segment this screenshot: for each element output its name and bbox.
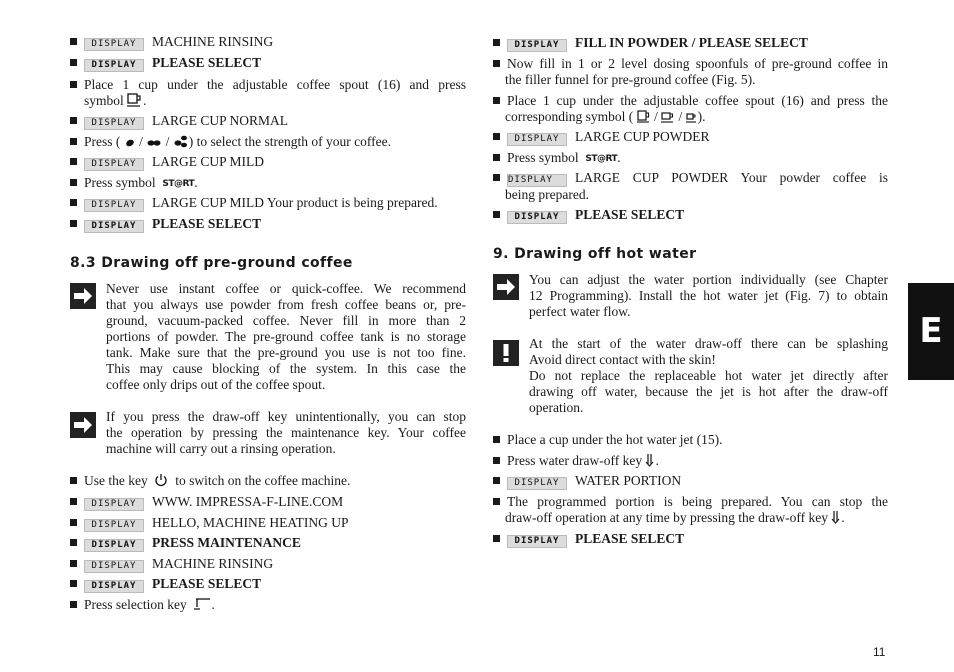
- list-item: DISPLAY PLEASE SELECT: [70, 216, 261, 233]
- display-badge: DISPLAY: [84, 560, 144, 573]
- list-item: DISPLAY PLEASE SELECT: [70, 55, 261, 72]
- list-item: DISPLAY FILL IN POWDER / PLEASE SELECT: [493, 35, 808, 52]
- list-item: Press selection key .: [70, 597, 215, 613]
- section-heading: 9. Drawing off hot water: [493, 246, 697, 262]
- list-item: DISPLAY PLEASE SELECT: [493, 531, 684, 548]
- list-item: Press ( / / ) to select the strength of your coffee.: [70, 134, 391, 150]
- large-cup-icon: [127, 93, 143, 107]
- list-item: DISPLAY MACHINE RINSING: [70, 34, 273, 51]
- list-item: DISPLAY LARGE CUP NORMAL: [70, 113, 288, 130]
- list-item: DISPLAY PLEASE SELECT: [493, 207, 684, 224]
- bean-normal-icon: [146, 138, 162, 148]
- arrow-right-icon: [70, 412, 96, 438]
- list-item: DISPLAY PRESS MAINTENANCE: [70, 535, 301, 552]
- note-text: At the start of the water draw-off there can be splashing Avoid direct contact with the skin! Do not replace the replaceable hot water jet directly after drawing off water, because the jet is hot after the draw-off operation.: [529, 336, 888, 415]
- list-item: Place 1 cup under the adjustable coffee spout (16) and press the corresponding symbol ( / / ).: [493, 93, 888, 125]
- start-icon: ST@RT: [585, 154, 618, 164]
- list-item: DISPLAY MACHINE RINSING: [70, 556, 273, 573]
- display-badge: DISPLAY: [507, 39, 567, 52]
- list-item: Place 1 cup under the adjustable coffee spout (16) and press symbol .: [70, 77, 466, 109]
- note-text: Never use instant coffee or quick-coffee. We recommend that you always use powder from fresh coffee beans or, pre- ground, vacuum-packed coffee. Never fill in more than 2 portions of powder. The pre-ground coffee tank is no storage tank. Make sure that the pre-ground you use is not too fine. This may cause blocking of the system. In this case the coffee only drips out of the coffee spout.: [106, 281, 466, 392]
- hot-water-key-icon: [831, 510, 841, 524]
- display-badge: DISPLAY: [84, 38, 144, 51]
- list-item: DISPLAY LARGE CUP POWDER: [493, 129, 710, 146]
- list-item: Use the key to switch on the coffee machine.: [70, 473, 350, 489]
- display-badge: DISPLAY: [84, 519, 144, 532]
- section-heading: 8.3 Drawing off pre-ground coffee: [70, 255, 353, 271]
- list-item: DISPLAY HELLO, MACHINE HEATING UP: [70, 515, 348, 532]
- start-icon: ST@RT: [162, 179, 195, 189]
- display-badge: DISPLAY: [507, 535, 567, 548]
- list-item: DISPLAY LARGE CUP MILD Your product is being prepared.: [70, 195, 438, 212]
- list-item: DISPLAY LARGE CUP MILD: [70, 154, 264, 171]
- list-item: Press water draw-off key .: [493, 453, 659, 469]
- arrow-right-icon: [493, 274, 519, 300]
- hot-water-key-icon: [645, 453, 655, 467]
- list-item: Press symbol ST@RT.: [70, 175, 198, 192]
- list-item: Now fill in 1 or 2 level dosing spoonfuls of pre-ground coffee in the filler funnel for pre-ground coffee (Fig. 5).: [493, 56, 888, 88]
- list-item: DISPLAY PLEASE SELECT: [70, 576, 261, 593]
- display-badge: DISPLAY: [84, 498, 144, 511]
- note-text: If you press the draw-off key unintentionally, you can stop the operation by pressing the maintenance key. Your coffee machine will carry out a rinsing operation.: [106, 409, 466, 456]
- medium-cup-icon: [661, 110, 675, 123]
- display-badge: DISPLAY: [84, 220, 144, 233]
- list-item: Place a cup under the hot water jet (15).: [493, 432, 723, 448]
- list-item: DISPLAY WWW. IMPRESSA-F-LINE.COM: [70, 494, 343, 511]
- display-badge: DISPLAY: [507, 174, 567, 187]
- large-cup-icon: [637, 110, 651, 123]
- list-item: DISPLAY LARGE CUP POWDER Your powder coffee is being prepared.: [493, 170, 888, 203]
- page-number: 11: [873, 645, 886, 659]
- display-badge: DISPLAY: [507, 133, 567, 146]
- display-badge: DISPLAY: [84, 539, 144, 552]
- display-badge: DISPLAY: [507, 477, 567, 490]
- display-badge: DISPLAY: [507, 211, 567, 224]
- list-item: The programmed portion is being prepared. You can stop the draw-off operation at any time by pressing the draw-off key .: [493, 494, 888, 526]
- display-badge: DISPLAY: [84, 158, 144, 171]
- display-badge: DISPLAY: [84, 59, 144, 72]
- small-cup-icon: [686, 110, 698, 123]
- display-badge: DISPLAY: [84, 580, 144, 593]
- section-tab: E: [908, 283, 954, 380]
- display-badge: DISPLAY: [84, 117, 144, 130]
- note-text: You can adjust the water portion individually (see Chapter 12 Programming). Install the hot water jet (Fig. 7) to obtain perfect water flow.: [529, 272, 888, 319]
- display-badge: DISPLAY: [84, 199, 144, 212]
- list-item: DISPLAY WATER PORTION: [493, 473, 681, 490]
- bean-mild-icon: [124, 138, 136, 148]
- warning-icon: [493, 340, 519, 366]
- power-icon: [154, 473, 168, 487]
- arrow-right-icon: [70, 283, 96, 309]
- list-item: Press symbol ST@RT.: [493, 150, 621, 167]
- selection-key-icon: [193, 597, 211, 611]
- bean-strong-icon: [173, 135, 189, 148]
